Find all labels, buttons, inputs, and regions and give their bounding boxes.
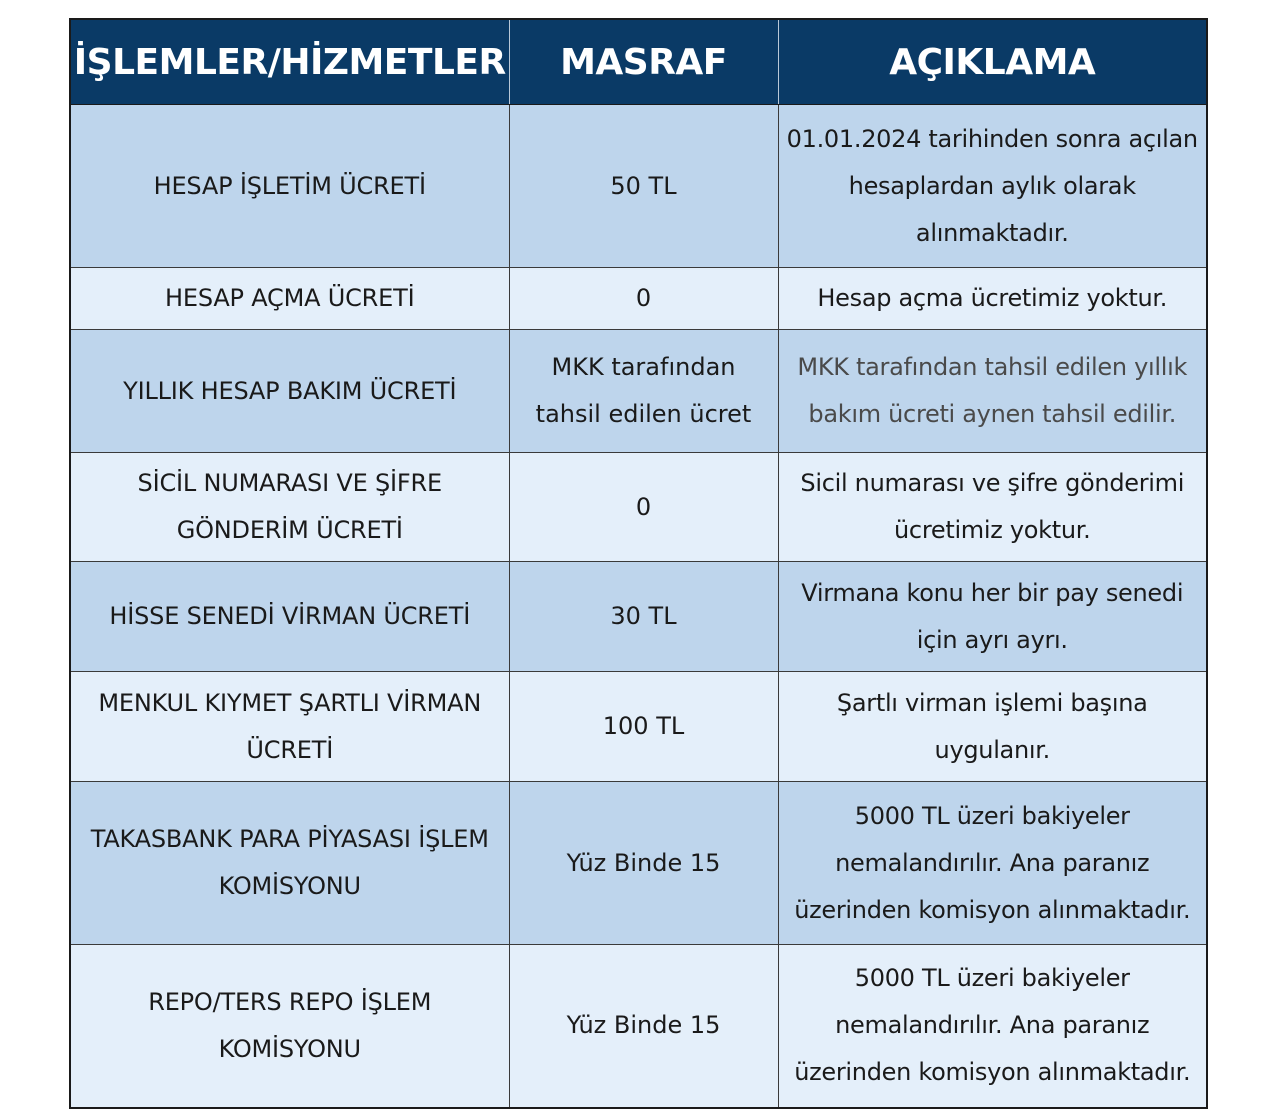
fee-value: 50 TL <box>509 105 778 268</box>
fee-value: 0 <box>509 453 778 562</box>
fee-description: 5000 TL üzeri bakiyeler nemalandırılır. Ana paranız üzerinden komisyon alınmaktadır. <box>778 782 1207 945</box>
fee-value: Yüz Binde 15 <box>509 782 778 945</box>
fee-description: Virmana konu her bir pay senedi için ayrı ayrı. <box>778 562 1207 672</box>
fee-value: MKK tarafından tahsil edilen ücret <box>509 330 778 453</box>
service-name: REPO/TERS REPO İŞLEM KOMİSYONU <box>70 945 509 1108</box>
fee-table <box>69 18 1208 1109</box>
table-row <box>70 945 1207 1108</box>
service-name: YILLIK HESAP BAKIM ÜCRETİ <box>70 330 509 453</box>
header-services: İŞLEMLER/HİZMETLER <box>70 19 509 105</box>
fee-description: Sicil numarası ve şifre gönderimi ücretimiz yoktur. <box>778 453 1207 562</box>
table-row <box>70 268 1207 330</box>
fee-value: Yüz Binde 15 <box>509 945 778 1108</box>
service-name: HESAP AÇMA ÜCRETİ <box>70 268 509 330</box>
fee-description: MKK tarafından tahsil edilen yıllık bakım ücreti aynen tahsil edilir. <box>778 330 1207 453</box>
table-row <box>70 782 1207 945</box>
table-row <box>70 105 1207 268</box>
fee-description: 5000 TL üzeri bakiyeler nemalandırılır. Ana paranız üzerinden komisyon alınmaktadır. <box>778 945 1207 1108</box>
fee-value: 30 TL <box>509 562 778 672</box>
fee-description: Hesap açma ücretimiz yoktur. <box>778 268 1207 330</box>
header-description: AÇIKLAMA <box>778 19 1207 105</box>
fee-value: 0 <box>509 268 778 330</box>
fee-description: Şartlı virman işlemi başına uygulanır. <box>778 672 1207 782</box>
service-name: MENKUL KIYMET ŞARTLI VİRMAN ÜCRETİ <box>70 672 509 782</box>
table-row <box>70 562 1207 672</box>
fee-value: 100 TL <box>509 672 778 782</box>
table-row <box>70 453 1207 562</box>
fee-description: 01.01.2024 tarihinden sonra açılan hesaplardan aylık olarak alınmaktadır. <box>778 105 1207 268</box>
table-header-row <box>70 19 1207 105</box>
table-row <box>70 672 1207 782</box>
service-name: HİSSE SENEDİ VİRMAN ÜCRETİ <box>70 562 509 672</box>
table-row <box>70 330 1207 453</box>
service-name: HESAP İŞLETİM ÜCRETİ <box>70 105 509 268</box>
service-name: SİCİL NUMARASI VE ŞİFRE GÖNDERİM ÜCRETİ <box>70 453 509 562</box>
service-name: TAKASBANK PARA PİYASASI İŞLEM KOMİSYONU <box>70 782 509 945</box>
header-fee: MASRAF <box>509 19 778 105</box>
